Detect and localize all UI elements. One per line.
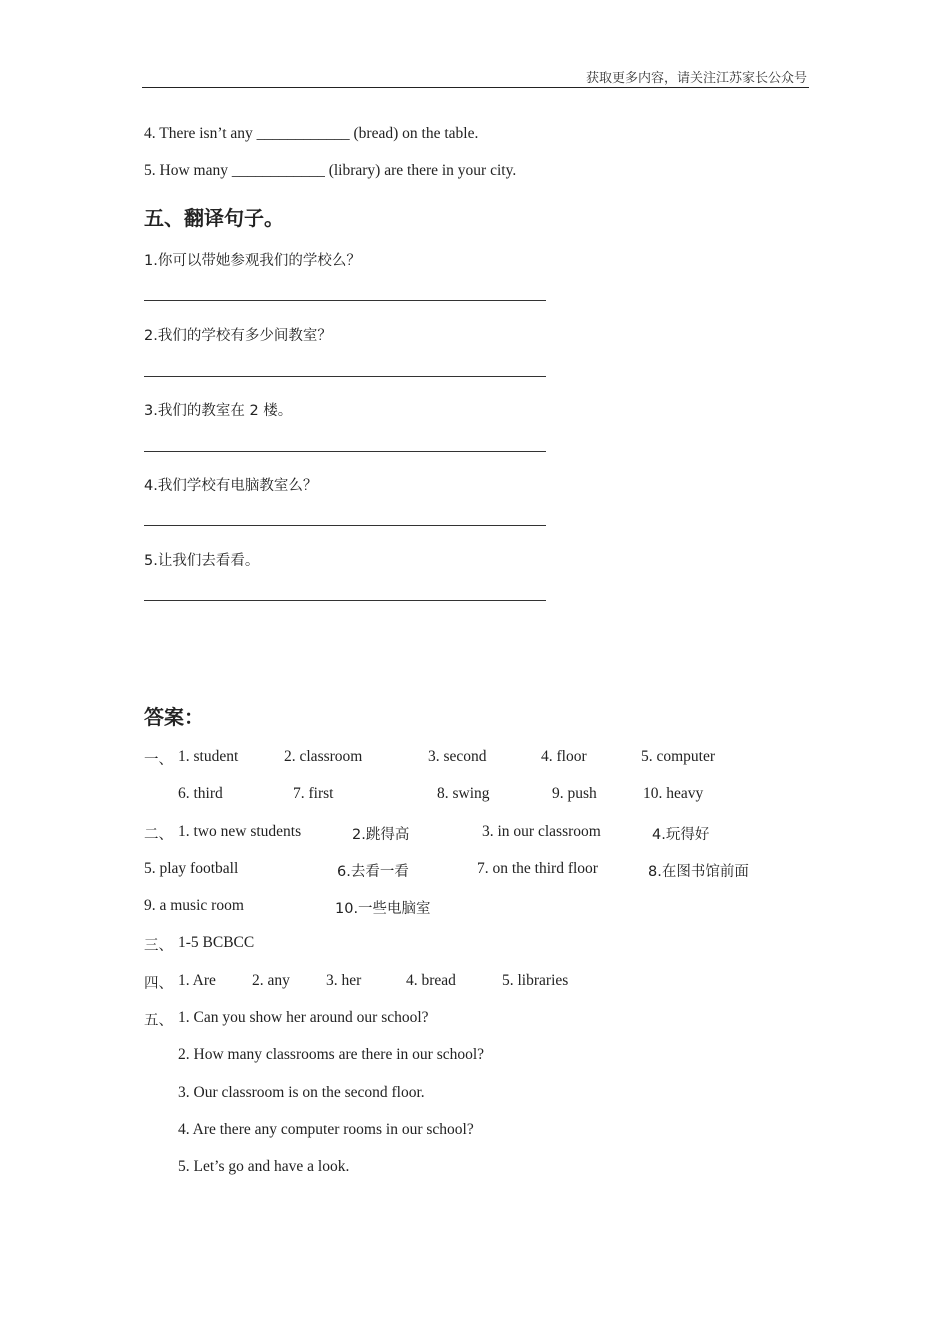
answer-item: 6.去看一看	[337, 864, 409, 880]
answer-item: 5. computer	[641, 748, 716, 765]
answers-sec5-prefix: 五、	[144, 1013, 173, 1029]
answer-item: 4.玩得好	[652, 827, 710, 843]
answer-line-5	[144, 600, 546, 601]
answer-item: 2. any	[252, 972, 290, 989]
translate-item-2: 2.我们的学校有多少间教室？	[144, 328, 332, 344]
header-rule	[142, 87, 809, 88]
answer-item: 4. bread	[406, 972, 456, 989]
answer-item: 6. third	[178, 785, 223, 802]
answer-item: 3. her	[326, 972, 362, 989]
fill-blank-question-4: 4. There isn’t any ____________ (bread) on the table.	[144, 125, 479, 142]
answer-item: 3. in our classroom	[482, 823, 601, 840]
answer-sentence: 3. Our classroom is on the second floor.	[178, 1084, 425, 1101]
translate-item-1: 1.你可以带她参观我们的学校么？	[144, 253, 361, 269]
answer-sentence: 5. Let’s go and have a look.	[178, 1158, 350, 1175]
answer-item: 8.在图书馆前面	[648, 864, 749, 880]
answer-item: 5. play football	[144, 860, 239, 877]
translate-section-title: 五、翻译句子。	[144, 206, 284, 230]
answer-item: 5. libraries	[502, 972, 569, 989]
fill-blank-question-5: 5. How many ____________ (library) are there in your city.	[144, 162, 517, 179]
answers-sec1-prefix: 一、	[144, 752, 173, 768]
answer-item: 9. a music room	[144, 897, 244, 914]
translate-item-3: 3.我们的教室在 2 楼。	[144, 403, 293, 419]
answers-title: 答案：	[144, 705, 204, 729]
answers-sec4-prefix: 四、	[144, 976, 173, 992]
answer-item: 4. floor	[541, 748, 587, 765]
translate-item-4: 4.我们学校有电脑教室么？	[144, 478, 318, 494]
answer-item: 9. push	[552, 785, 597, 802]
answer-line-4	[144, 525, 546, 526]
answers-sec3-prefix: 三、	[144, 938, 173, 954]
answer-item: 1. Are	[178, 972, 216, 989]
answer-item: 10. heavy	[643, 785, 704, 802]
answer-item: 7. first	[293, 785, 334, 802]
answer-item: 2.跳得高	[352, 827, 410, 843]
header-note: 获取更多内容，请关注江苏家长公众号	[585, 71, 807, 86]
answer-item: 1. student	[178, 748, 239, 765]
answer-line-3	[144, 451, 546, 452]
answers-sec2-prefix: 二、	[144, 827, 173, 843]
answer-item: 7. on the third floor	[477, 860, 598, 877]
answer-sentence: 2. How many classrooms are there in our school?	[178, 1046, 485, 1063]
answer-item: 8. swing	[437, 785, 490, 802]
answer-line-1	[144, 300, 546, 301]
answer-sentence: 4. Are there any computer rooms in our school?	[178, 1121, 474, 1138]
answer-sentence: 1. Can you show her around our school?	[178, 1009, 429, 1026]
translate-item-5: 5.让我们去看看。	[144, 553, 260, 569]
answer-item: 10.一些电脑室	[335, 901, 431, 917]
answer-line-2	[144, 376, 546, 377]
answer-item: 3. second	[428, 748, 487, 765]
answer-item: 1. two new students	[178, 823, 302, 840]
answer-item: 2. classroom	[284, 748, 363, 765]
answer-item: 1-5 BCBCC	[178, 934, 255, 951]
